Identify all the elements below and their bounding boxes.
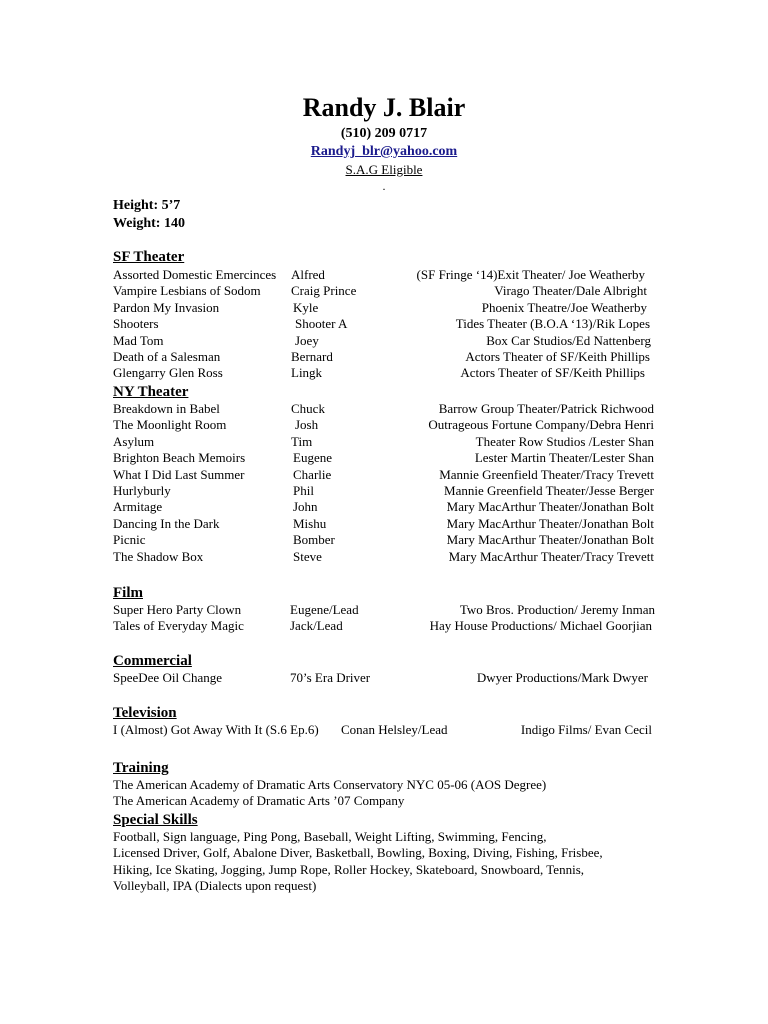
actor-name: Randy J. Blair <box>302 93 466 122</box>
credit-role: Joey <box>295 332 319 348</box>
credit-role: Chuck <box>291 401 325 416</box>
credit-title: Pardon My Invasion <box>113 299 220 315</box>
credit-role: Bomber <box>293 532 335 548</box>
email-link[interactable]: Randyj_blr@yahoo.com <box>310 144 458 159</box>
height-stat: Height: 5’7 <box>113 198 181 213</box>
credit-venue: Actors Theater of SF/Keith Phillips <box>460 365 645 381</box>
credit-venue: Hay House Productions/ Michael Goorjian <box>429 618 652 634</box>
credit-title: Brighton Beach Memoirs <box>113 450 246 466</box>
credit-title: Death of a Salesman <box>113 348 221 364</box>
credit-title: Shooters <box>113 316 159 332</box>
credit-title: Breakdown in Babel <box>113 401 220 416</box>
credit-role: Kyle <box>293 299 319 315</box>
credit-venue: Theater Row Studios /Lester Shan <box>475 433 654 449</box>
section-title-television: Television <box>113 705 177 721</box>
credit-title: Asylum <box>113 433 155 449</box>
credit-title: Dancing In the Dark <box>113 515 220 531</box>
credit-role: Charlie <box>293 466 332 482</box>
credit-title: Assorted Domestic Emercinces <box>113 267 277 282</box>
credit-role: Conan Helsley/Lead <box>341 722 448 737</box>
credit-role: 70’s Era Driver <box>290 670 371 685</box>
credit-title: What I Did Last Summer <box>113 466 245 482</box>
section-title-sf-theater: SF Theater <box>113 249 185 265</box>
credit-row <box>0 602 768 618</box>
section-title-film: Film <box>113 585 143 601</box>
credit-title: Mad Tom <box>113 332 164 348</box>
credit-row <box>0 516 768 532</box>
credit-title: Glengarry Glen Ross <box>113 365 223 381</box>
credit-row <box>0 365 768 381</box>
credit-row <box>0 434 768 450</box>
credit-role: Lingk <box>291 365 323 381</box>
section-title-training: Training <box>113 760 169 776</box>
credit-role: Craig Prince <box>291 283 357 299</box>
credit-title: Picnic <box>113 532 146 548</box>
film-list <box>0 602 768 635</box>
credit-row <box>0 316 768 332</box>
credit-venue: Actors Theater of SF/Keith Phillips <box>465 348 650 364</box>
credit-venue: Box Car Studios/Ed Nattenberg <box>486 332 651 348</box>
credit-venue: Mannie Greenfield Theater/Tracy Trevett <box>439 466 654 482</box>
credit-row <box>0 549 768 565</box>
credit-row <box>0 450 768 466</box>
section-title-commercial: Commercial <box>113 653 192 669</box>
credit-row <box>0 618 768 634</box>
skills-line: Football, Sign language, Ping Pong, Baseball, Weight Lifting, Swimming, Fencing, <box>113 829 547 844</box>
training-list <box>113 777 658 810</box>
training-item: The American Academy of Dramatic Arts ’07 Company <box>113 793 405 809</box>
credit-row <box>0 283 768 299</box>
credit-role: Josh <box>295 417 319 433</box>
credit-venue: Two Bros. Production/ Jeremy Inman <box>459 602 655 617</box>
credit-role: Bernard <box>291 348 333 364</box>
credit-title: Hurlyburly <box>113 482 171 498</box>
credit-venue: Indigo Films/ Evan Cecil <box>520 722 652 737</box>
separator-dot: . <box>382 179 386 193</box>
credit-venue: Barrow Group Theater/Patrick Richwood <box>438 401 654 416</box>
training-item: The American Academy of Dramatic Arts Conservatory NYC 05-06 (AOS Degree) <box>113 777 547 792</box>
skills-text <box>113 829 658 895</box>
credit-title: Armitage <box>113 499 163 515</box>
union-status: S.A.G Eligible <box>345 162 423 177</box>
credit-role: Shooter A <box>295 316 348 332</box>
credit-role: Eugene/Lead <box>290 602 359 617</box>
credit-row <box>0 467 768 483</box>
credit-role: Alfred <box>291 267 325 282</box>
credit-venue: Dwyer Productions/Mark Dwyer <box>476 670 648 685</box>
credit-row <box>0 532 768 548</box>
credit-title: Super Hero Party Clown <box>113 602 242 617</box>
credit-venue: Mary MacArthur Theater/Tracy Trevett <box>448 548 654 564</box>
skills-line: Volleyball, IPA (Dialects upon request) <box>113 878 317 894</box>
phone-number: (510) 209 0717 <box>340 126 428 141</box>
television-list <box>0 722 768 738</box>
credit-row <box>0 349 768 365</box>
credit-row <box>0 670 768 686</box>
credit-venue: Tides Theater (B.O.A ‘13)/Rik Lopes <box>455 316 650 332</box>
commercial-list <box>0 670 768 686</box>
credit-venue: Phoenix Theatre/Joe Weatherby <box>481 299 647 315</box>
credit-title: I (Almost) Got Away With It (S.6 Ep.6) <box>113 722 319 737</box>
credit-title: Tales of Everyday Magic <box>113 618 244 634</box>
credit-role: John <box>293 499 318 515</box>
credit-role: Jack/Lead <box>290 618 343 634</box>
credit-role: Mishu <box>293 515 327 531</box>
credit-venue: Mannie Greenfield Theater/Jesse Berger <box>444 482 654 498</box>
credit-title: Vampire Lesbians of Sodom <box>113 283 261 299</box>
resume-header <box>0 93 768 193</box>
weight-stat: Weight: 140 <box>113 216 185 231</box>
credit-role: Phil <box>293 482 314 498</box>
ny-theater-list <box>0 401 768 565</box>
credit-venue: (SF Fringe ‘14)Exit Theater/ Joe Weatherby <box>416 267 645 282</box>
sf-theater-list <box>0 267 768 382</box>
credit-venue: Mary MacArthur Theater/Jonathan Bolt <box>446 499 654 515</box>
section-title-special-skills: Special Skills <box>113 812 198 828</box>
credit-venue: Outrageous Fortune Company/Debra Henri <box>428 417 654 433</box>
skills-line: Hiking, Ice Skating, Jogging, Jump Rope, Roller Hockey, Skateboard, Snowboard, Tennis, <box>113 861 585 877</box>
credit-title: SpeeDee Oil Change <box>113 670 223 685</box>
credit-row <box>0 267 768 283</box>
credit-role: Steve <box>293 548 322 564</box>
credit-row <box>0 333 768 349</box>
credit-row <box>0 499 768 515</box>
credit-title: The Moonlight Room <box>113 417 227 433</box>
credit-title: The Shadow Box <box>113 548 204 564</box>
credit-role: Tim <box>291 433 313 449</box>
credit-venue: Mary MacArthur Theater/Jonathan Bolt <box>446 515 654 531</box>
credit-row <box>0 417 768 433</box>
section-title-ny-theater: NY Theater <box>113 384 189 400</box>
credit-venue: Lester Martin Theater/Lester Shan <box>474 450 654 466</box>
credit-row <box>0 300 768 316</box>
skills-line: Licensed Driver, Golf, Abalone Diver, Basketball, Bowling, Boxing, Diving, Fishing, Frisbee, <box>113 845 603 861</box>
credit-row <box>0 722 768 738</box>
physical-stats <box>113 197 185 233</box>
credit-role: Eugene <box>293 450 332 466</box>
credit-row <box>0 483 768 499</box>
credit-venue: Mary MacArthur Theater/Jonathan Bolt <box>446 532 654 548</box>
credit-row <box>0 401 768 417</box>
credit-venue: Virago Theater/Dale Albright <box>494 283 647 299</box>
